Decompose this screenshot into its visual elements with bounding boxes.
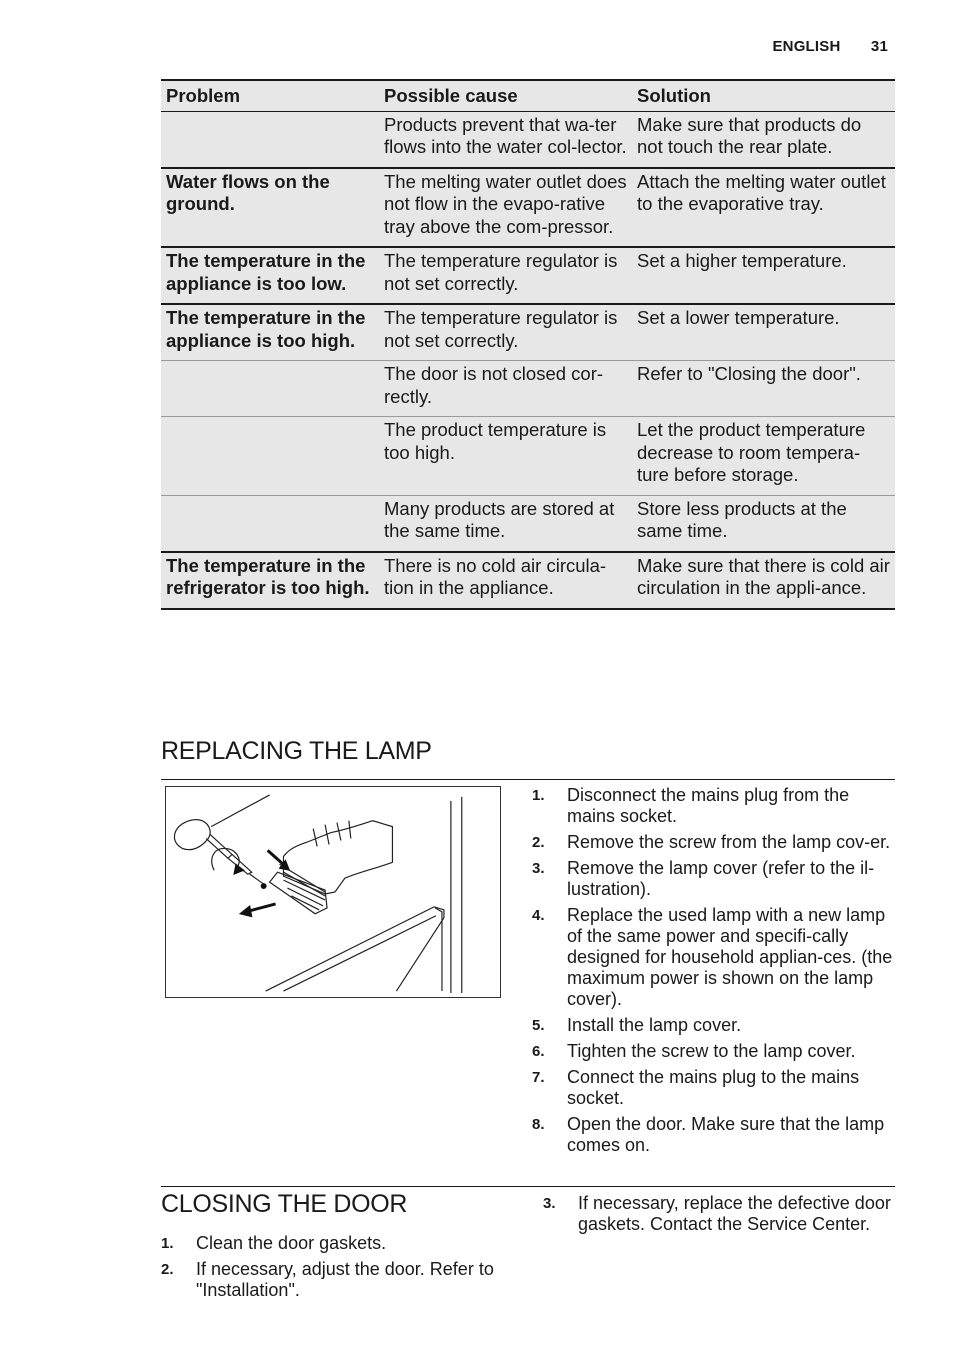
page-header bbox=[772, 38, 888, 55]
door-steps-list-left bbox=[161, 1233, 511, 1306]
lamp-cover-removal-drawing bbox=[166, 787, 500, 997]
solution-cell: Let the product temperature decrease to room tempera-ture before storage. bbox=[637, 419, 866, 485]
step-number: 7. bbox=[532, 1069, 545, 1086]
step-number: 1. bbox=[532, 787, 545, 804]
problem-cell: Water flows on the ground. bbox=[166, 170, 330, 214]
step-text: Clean the door gaskets. bbox=[196, 1233, 387, 1253]
solution-cell: Store less products at the same time. bbox=[637, 497, 847, 541]
list-item bbox=[161, 1233, 511, 1254]
table-row bbox=[161, 495, 895, 552]
lamp-steps-list bbox=[532, 785, 894, 1161]
cause-cell: There is no cold air circula-tion in the appliance. bbox=[384, 554, 607, 598]
solution-cell: Make sure that there is cold air circulation in the appli-ance. bbox=[637, 554, 890, 598]
step-text: Disconnect the mains plug from the mains socket. bbox=[567, 785, 850, 826]
section-divider bbox=[161, 1186, 895, 1187]
troubleshooting-table bbox=[161, 79, 895, 610]
replacing-lamp-heading: REPLACING THE LAMP bbox=[161, 737, 432, 765]
table-row bbox=[161, 247, 895, 304]
step-text: Connect the mains plug to the mains socket. bbox=[567, 1067, 860, 1108]
step-text: Remove the lamp cover (refer to the il-lustration). bbox=[567, 858, 875, 899]
step-text: Install the lamp cover. bbox=[567, 1015, 742, 1035]
step-text: Tighten the screw to the lamp cover. bbox=[567, 1041, 856, 1061]
list-item bbox=[543, 1193, 901, 1235]
list-item bbox=[532, 1041, 894, 1062]
step-number: 1. bbox=[161, 1235, 174, 1252]
table-row bbox=[161, 304, 895, 361]
problem-cell bbox=[161, 417, 379, 496]
lamp-replacement-illustration bbox=[165, 786, 501, 998]
step-text: Replace the used lamp with a new lamp of the same power and specifi-cally designed for household applian-ces. (the maximum power is shown on the lamp cover). bbox=[567, 905, 893, 1009]
table-row bbox=[161, 168, 895, 248]
column-header-solution: Solution bbox=[637, 85, 711, 106]
step-text: If necessary, replace the defective door gaskets. Contact the Service Center. bbox=[578, 1193, 891, 1234]
problem-cell: The temperature in the appliance is too low. bbox=[166, 250, 366, 294]
table-row bbox=[161, 417, 895, 496]
list-item bbox=[532, 785, 894, 827]
step-number: 8. bbox=[532, 1116, 545, 1133]
cause-cell: The temperature regulator is not set correctly. bbox=[384, 250, 618, 294]
step-text: If necessary, adjust the door. Refer to "Installation". bbox=[196, 1259, 494, 1300]
problem-cell: The temperature in the refrigerator is too high. bbox=[166, 554, 370, 598]
cause-cell: Products prevent that wa-ter flows into the water col-lector. bbox=[384, 113, 627, 157]
section-divider bbox=[161, 779, 895, 780]
problem-cell bbox=[161, 111, 379, 168]
step-number: 4. bbox=[532, 907, 545, 924]
cause-cell: The door is not closed cor-rectly. bbox=[384, 363, 604, 407]
table-row bbox=[161, 361, 895, 417]
cause-cell: Many products are stored at the same time. bbox=[384, 497, 615, 541]
list-item bbox=[532, 1015, 894, 1036]
language-label: ENGLISH bbox=[772, 38, 841, 55]
list-item bbox=[532, 858, 894, 900]
table-row bbox=[161, 111, 895, 168]
step-number: 6. bbox=[532, 1043, 545, 1060]
solution-cell: Set a lower temperature. bbox=[637, 307, 840, 328]
step-number: 3. bbox=[543, 1195, 556, 1212]
step-number: 5. bbox=[532, 1017, 545, 1034]
step-number: 2. bbox=[532, 834, 545, 851]
solution-cell: Attach the melting water outlet to the evaporative tray. bbox=[637, 170, 886, 214]
door-steps-list-right bbox=[543, 1193, 901, 1240]
list-item bbox=[532, 1114, 894, 1156]
solution-cell: Make sure that products do not touch the rear plate. bbox=[637, 113, 862, 157]
table-header-row bbox=[161, 80, 895, 111]
problem-cell bbox=[161, 495, 379, 552]
step-number: 2. bbox=[161, 1261, 174, 1278]
list-item bbox=[532, 1067, 894, 1109]
problem-cell: The temperature in the appliance is too high. bbox=[166, 307, 366, 351]
solution-cell: Refer to "Closing the door". bbox=[637, 363, 861, 384]
cause-cell: The product temperature is too high. bbox=[384, 419, 607, 463]
solution-cell: Set a higher temperature. bbox=[637, 250, 847, 271]
page-number: 31 bbox=[870, 38, 888, 55]
step-text: Open the door. Make sure that the lamp comes on. bbox=[567, 1114, 885, 1155]
cause-cell: The temperature regulator is not set correctly. bbox=[384, 307, 618, 351]
problem-cell bbox=[161, 361, 379, 417]
list-item bbox=[161, 1259, 511, 1301]
closing-door-heading: CLOSING THE DOOR bbox=[161, 1190, 408, 1218]
step-text: Remove the screw from the lamp cov-er. bbox=[567, 832, 891, 852]
cause-cell: The melting water outlet does not flow in the evapo-rative tray above the com-pressor. bbox=[384, 170, 627, 237]
step-number: 3. bbox=[532, 860, 545, 877]
table-row bbox=[161, 552, 895, 609]
column-header-problem: Problem bbox=[166, 85, 241, 106]
list-item bbox=[532, 832, 894, 853]
column-header-cause: Possible cause bbox=[384, 85, 518, 106]
list-item bbox=[532, 905, 894, 1010]
